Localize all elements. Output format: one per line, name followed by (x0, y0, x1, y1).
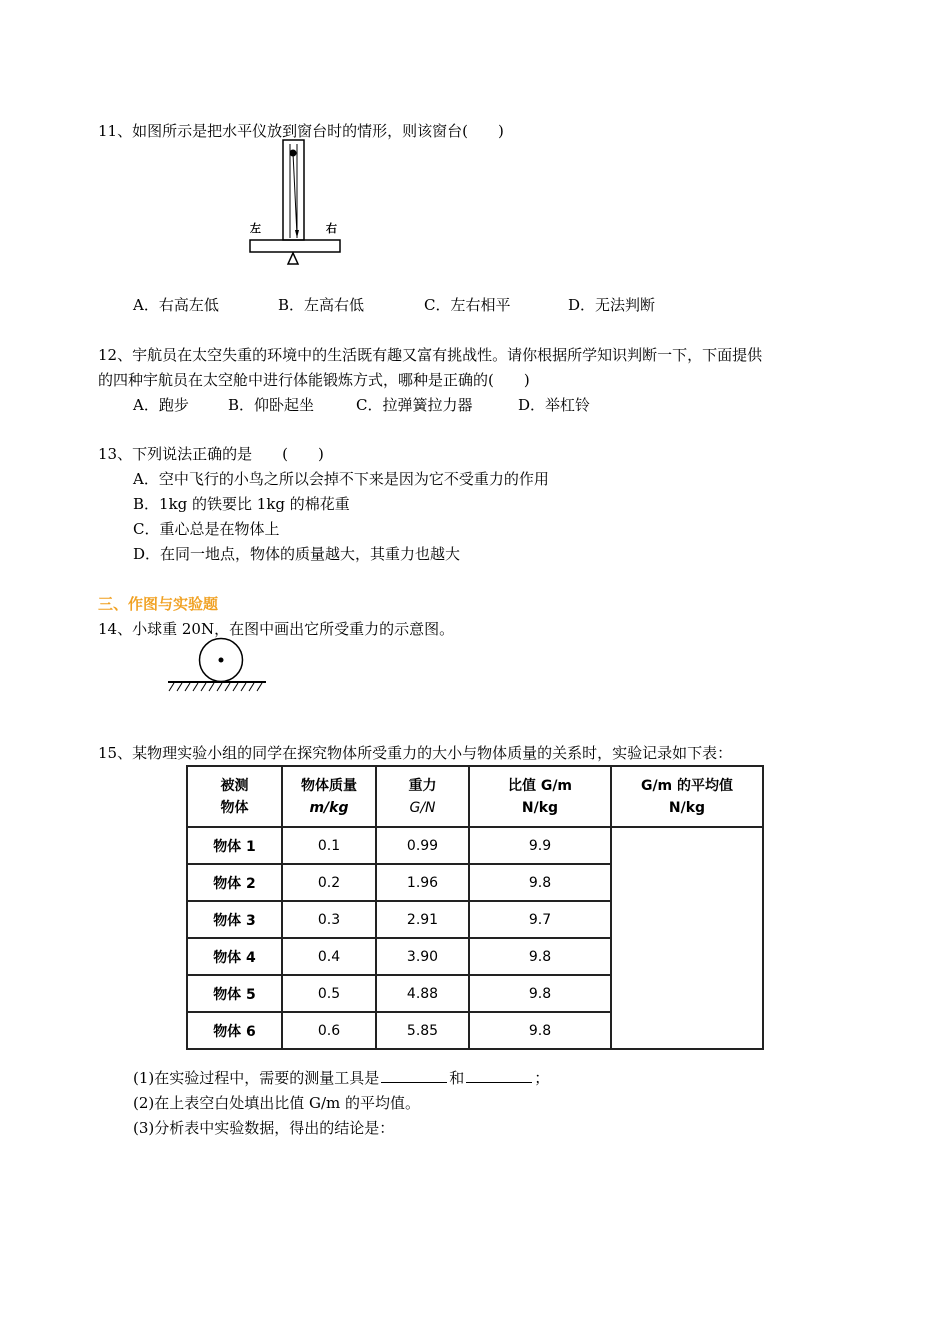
q12-option-a: A．跑步 (133, 396, 189, 414)
q11-option-c: C．左右相平 (424, 296, 511, 314)
cell-object: 物体 1 (187, 827, 282, 864)
cell-gravity: 1.96 (376, 864, 469, 901)
table-row (187, 827, 763, 864)
cell-gravity: 2.91 (376, 901, 469, 938)
sub1-end: ； (534, 1069, 550, 1087)
cell-gravity: 3.90 (376, 938, 469, 975)
q15-text: 15、某物理实验小组的同学在探究物体所受重力的大小与物体质量的关系时，实验记录如下表： (98, 744, 733, 762)
q11-option-b: B．左高右低 (278, 296, 365, 314)
q11-option-a: A．右高左低 (133, 296, 219, 314)
q11-text: 11、如图所示是把水平仪放到窗台时的情形，则该窗台( ) (98, 122, 504, 140)
cell-ratio: 9.8 (469, 975, 611, 1012)
header-gravity: 重力 G/N (376, 766, 469, 827)
q12-option-c: C．拉弹簧拉力器 (356, 396, 473, 414)
q14-text: 14、小球重 20N，在图中画出它所受重力的示意图。 (98, 620, 455, 638)
cell-mass: 0.4 (282, 938, 376, 975)
header-ratio: 比值 G/m N/kg (469, 766, 611, 827)
cell-ratio: 9.8 (469, 1012, 611, 1049)
sub1-text: (1)在实验过程中，需要的测量工具是 (133, 1069, 380, 1087)
cell-gravity: 5.85 (376, 1012, 469, 1049)
q15-sub2: (2)在上表空白处填出比值 G/m 的平均值。 (133, 1094, 421, 1112)
cell-ratio: 9.9 (469, 827, 611, 864)
cell-mass: 0.5 (282, 975, 376, 1012)
cell-mass: 0.1 (282, 827, 376, 864)
cell-gravity: 4.88 (376, 975, 469, 1012)
section-heading: 三、作图与实验题 (98, 595, 219, 613)
cell-object: 物体 6 (187, 1012, 282, 1049)
q12-option-d: D．举杠铃 (518, 396, 591, 414)
q13-text: 13、下列说法正确的是 ( ) (98, 445, 324, 463)
average-blank-cell[interactable] (611, 827, 763, 1049)
experiment-table (186, 765, 764, 1050)
cell-ratio: 9.7 (469, 901, 611, 938)
q13-option-c: C．重心总是在物体上 (133, 520, 280, 538)
cell-ratio: 9.8 (469, 938, 611, 975)
cell-mass: 0.2 (282, 864, 376, 901)
level-instrument-figure (245, 138, 345, 270)
q15-sub1 (133, 1068, 549, 1088)
q15-sub3: (3)分析表中实验数据，得出的结论是： (133, 1119, 395, 1137)
q13-option-b: B．1kg 的铁要比 1kg 的棉花重 (133, 495, 350, 513)
header-mass: 物体质量 m/kg (282, 766, 376, 827)
sub1-and: 和 (449, 1069, 465, 1087)
table-header-row (187, 766, 763, 827)
cell-ratio: 9.8 (469, 864, 611, 901)
cell-object: 物体 5 (187, 975, 282, 1012)
q11-option-d: D．无法判断 (568, 296, 656, 314)
cell-mass: 0.6 (282, 1012, 376, 1049)
cell-object: 物体 3 (187, 901, 282, 938)
cell-mass: 0.3 (282, 901, 376, 938)
answer-blank-1[interactable] (381, 1068, 447, 1083)
figure-label-left: 左 (250, 222, 261, 235)
q12-text-line1: 12、宇航员在太空失重的环境中的生活既有趣又富有挑战性。请你根据所学知识判断一下，下面提供 (98, 346, 763, 364)
cell-object: 物体 4 (187, 938, 282, 975)
cell-gravity: 0.99 (376, 827, 469, 864)
header-object: 被测 物体 (187, 766, 282, 827)
q12-text-line2: 的四种宇航员在太空舱中进行体能锻炼方式，哪种是正确的( ) (98, 371, 530, 389)
q12-option-b: B．仰卧起坐 (228, 396, 315, 414)
q13-option-a: A．空中飞行的小鸟之所以会掉不下来是因为它不受重力的作用 (133, 470, 549, 488)
header-average: G/m 的平均值 N/kg (611, 766, 763, 827)
ball-on-ground-figure (166, 636, 270, 696)
cell-object: 物体 2 (187, 864, 282, 901)
figure-label-right: 右 (326, 222, 337, 235)
q13-option-d: D．在同一地点，物体的质量越大，其重力也越大 (133, 545, 461, 563)
answer-blank-2[interactable] (466, 1068, 532, 1083)
